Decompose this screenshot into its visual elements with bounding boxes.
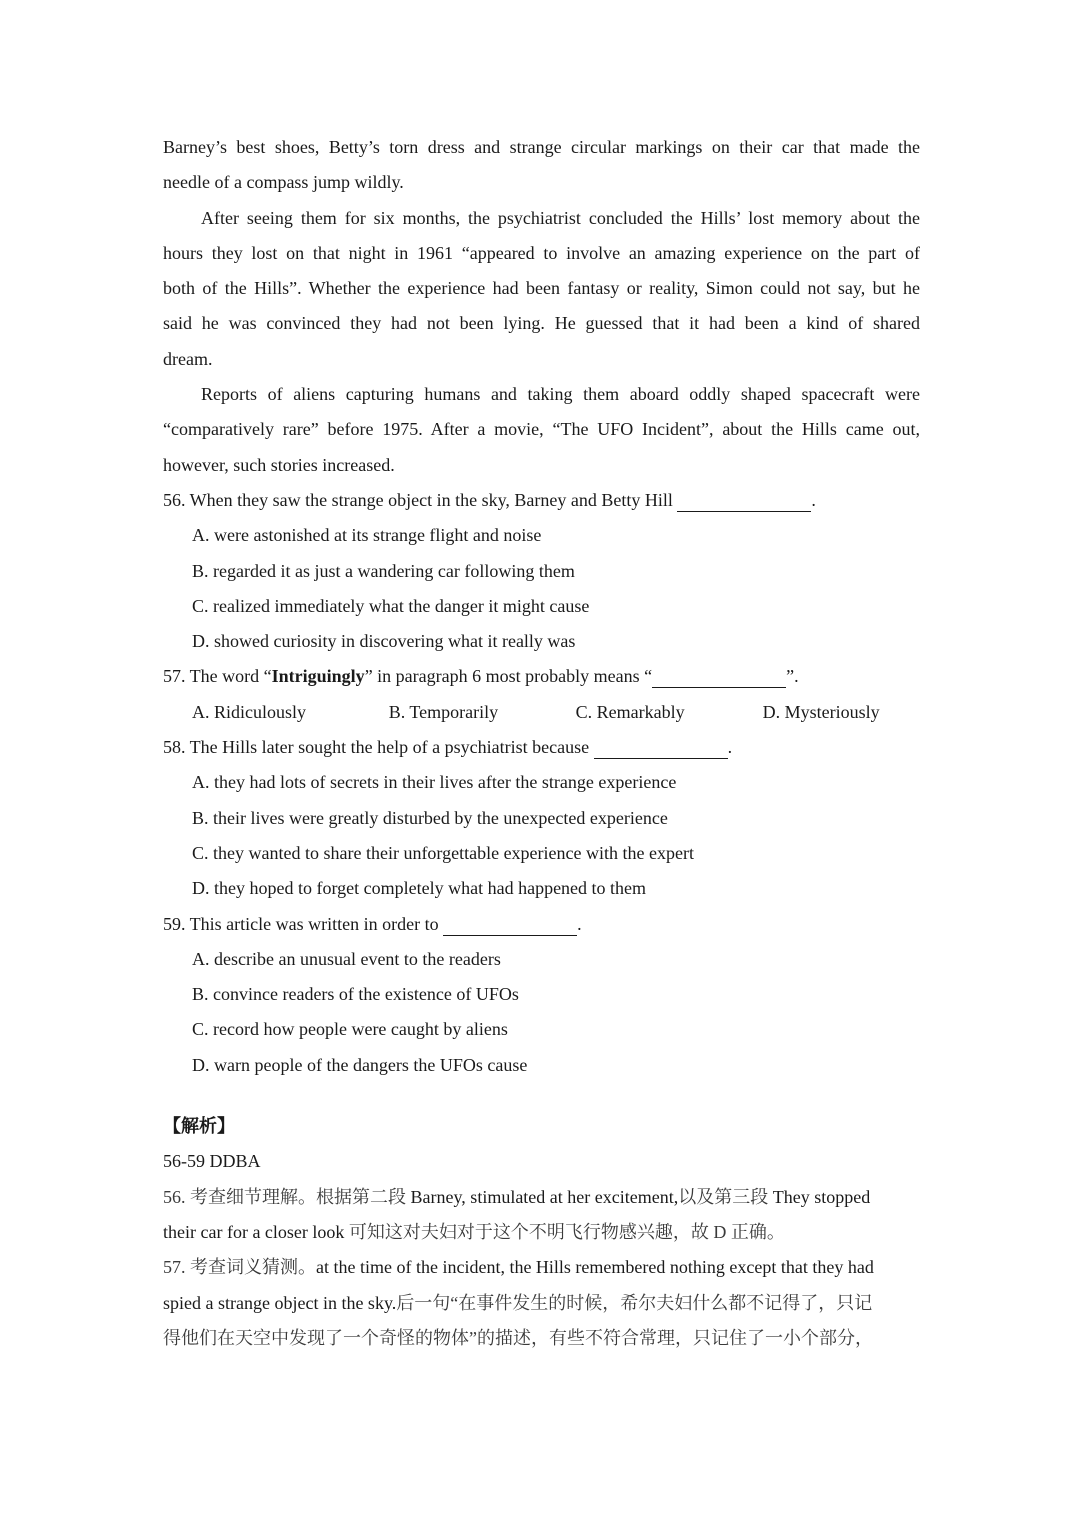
- analysis-57-line: 得他们在天空中发现了一个奇怪的物体”的描述，有些不符合常理，只记住了一小个部分，: [163, 1327, 873, 1348]
- passage-line: Barney’s best shoes, Betty’s torn dress and strange circular markings on their car that made the: [163, 137, 920, 157]
- option-d: D. Mysteriously: [762, 701, 880, 722]
- option-a: A. Ridiculously: [192, 701, 307, 722]
- passage-line: dream.: [163, 348, 213, 369]
- options-row: [163, 695, 920, 730]
- option-a: A. they had lots of secrets in their lives after the strange experience: [192, 772, 677, 793]
- analysis-text: 56. 考查细节理解。根据第二段: [163, 1186, 406, 1207]
- option-c: C. record how people were caught by aliens: [192, 1019, 508, 1040]
- answer-blank: [443, 913, 577, 936]
- spacer: [163, 1083, 920, 1109]
- passage-line: both of the Hills”. Whether the experience had been fantasy or reality, Simon could not say, but he: [163, 278, 920, 299]
- passage-line: hours they lost on that night in 1961 “appeared to involve an amazing experience on the part of: [163, 242, 920, 263]
- question-stem: 59. This article was written in order to: [163, 913, 439, 934]
- analysis-57-line: [163, 1250, 920, 1285]
- answer-blank: [594, 736, 728, 759]
- question-59: [163, 907, 920, 942]
- analysis-text: 57. 考查词义猜测。: [163, 1257, 316, 1278]
- option-d: D. they hoped to forget completely what had happened to them: [192, 878, 647, 899]
- option-a: A. describe an unusual event to the readers: [192, 948, 501, 969]
- question-57: [163, 659, 920, 694]
- analysis-quote: at the time of the incident, the Hills remembered nothing except that they had: [316, 1257, 874, 1278]
- analysis-56-line: [163, 1215, 920, 1250]
- stem-end: ”.: [786, 666, 799, 687]
- option-b: B. their lives were greatly disturbed by the unexpected experience: [192, 807, 668, 828]
- passage-line: “comparatively rare” before 1975. After a movie, “The UFO Incident”, about the Hills came out,: [163, 419, 920, 440]
- passage-line: After seeing them for six months, the psychiatrist concluded the Hills’ lost memory about the: [201, 207, 920, 228]
- analysis-quote: their car for a closer look: [163, 1221, 349, 1242]
- option-b: B. convince readers of the existence of UFOs: [192, 984, 519, 1005]
- option-c: C. Remarkably: [575, 701, 685, 722]
- document-page: [163, 130, 920, 1356]
- analysis-answers: 56-59 DDBA: [163, 1151, 261, 1172]
- question-stem: ” in paragraph 6 most probably means “: [364, 666, 653, 687]
- option-b: B. regarded it as just a wandering car following them: [192, 560, 575, 581]
- passage-line: however, such stories increased.: [163, 454, 395, 475]
- analysis-quote: spied a strange object in the sky.: [163, 1292, 397, 1313]
- analysis-quote: Barney, stimulated at her excitement,: [406, 1186, 679, 1207]
- stem-end: .: [577, 913, 582, 934]
- option-c: C. they wanted to share their unforgettable experience with the expert: [192, 842, 694, 863]
- option-d: D. warn people of the dangers the UFOs cause: [192, 1054, 528, 1075]
- analysis-text: 以及第三段: [678, 1186, 769, 1207]
- answer-blank: [677, 489, 811, 512]
- option-d: D. showed curiosity in discovering what it really was: [192, 631, 576, 652]
- passage-line: needle of a compass jump wildly.: [163, 172, 404, 193]
- stem-end: .: [811, 489, 816, 510]
- analysis-heading: 【解析】: [163, 1116, 235, 1138]
- question-stem: 56. When they saw the strange object in the sky, Barney and Betty Hill: [163, 489, 673, 510]
- analysis-text: 可知这对夫妇对于这个不明飞行物感兴趣，故 D 正确。: [348, 1221, 785, 1242]
- keyword: Intriguingly: [271, 666, 365, 687]
- question-stem: 57. The word “: [163, 666, 272, 687]
- option-b: B. Temporarily: [388, 701, 499, 722]
- analysis-57-line: [163, 1286, 920, 1321]
- analysis-text: 后一句“在事件发生的时候，希尔夫妇什么都不记得了，只记: [396, 1292, 873, 1313]
- stem-end: .: [727, 737, 733, 758]
- question-56: [163, 483, 920, 518]
- question-stem: 58. The Hills later sought the help of a psychiatrist because: [163, 737, 590, 758]
- question-58: [163, 730, 920, 765]
- passage-line: said he was convinced they had not been lying. He guessed that it had been a kind of shared: [163, 313, 920, 334]
- analysis-56-line: [163, 1180, 920, 1215]
- answer-blank: [652, 665, 786, 688]
- option-a: A. were astonished at its strange flight and noise: [192, 525, 542, 546]
- analysis-quote: They stopped: [768, 1186, 871, 1207]
- option-c: C. realized immediately what the danger it might cause: [192, 595, 590, 616]
- passage-line: Reports of aliens capturing humans and taking them aboard oddly shaped spacecraft were: [201, 384, 920, 405]
